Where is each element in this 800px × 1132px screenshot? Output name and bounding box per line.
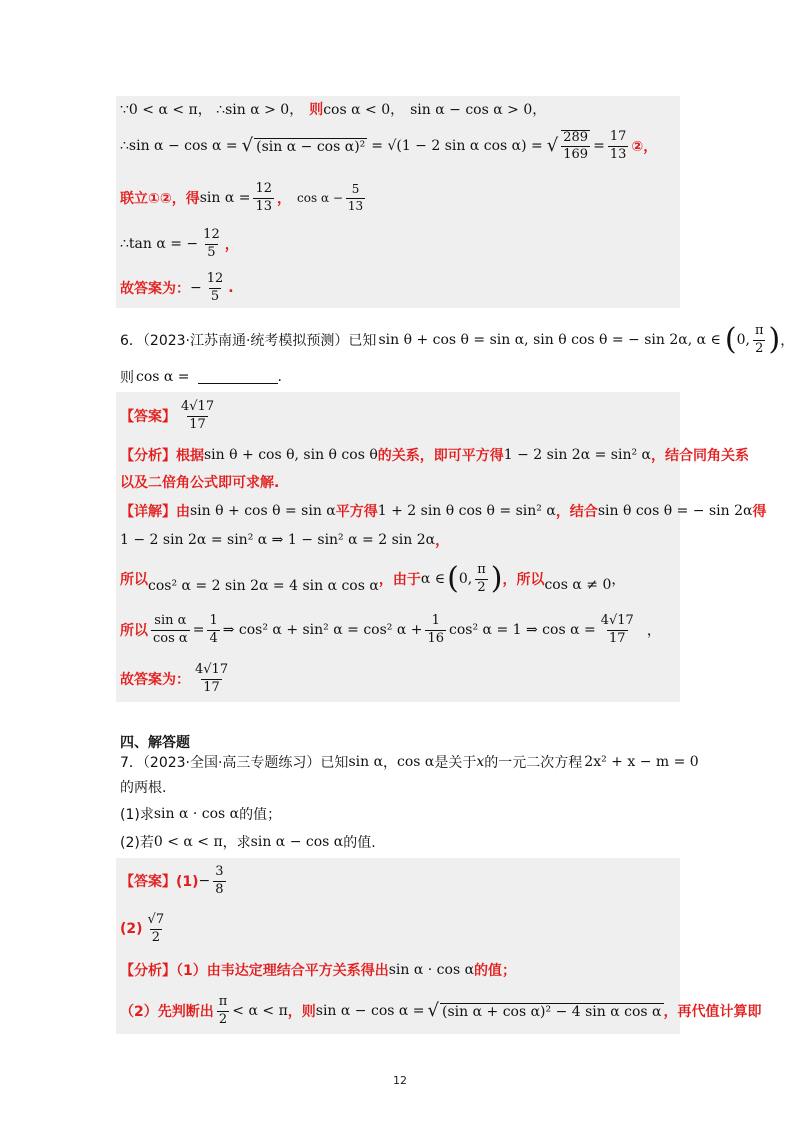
q6-analysis-line2	[120, 470, 279, 494]
fraction-numerator: 4√17	[195, 662, 229, 678]
q6-so-line2	[120, 608, 661, 652]
answer-label: 【答案】(1)	[120, 874, 199, 890]
so1-mid2: ，所以	[502, 572, 545, 588]
paren-left: (	[447, 561, 459, 596]
detail-line2-end: ，	[435, 533, 450, 549]
prev-line-3	[120, 178, 368, 218]
fraction-denominator: 8	[215, 881, 224, 897]
answer-label: 【答案】	[120, 409, 176, 425]
q7-line2	[120, 776, 166, 798]
analysis-label: 【分析】根据	[120, 448, 204, 464]
q7-stem-text: 7．（2023·全国·高三专题练习）已知	[120, 755, 349, 771]
fraction-denominator: 2	[218, 1011, 228, 1027]
detail-text4: 得	[752, 504, 767, 520]
q7-p2: (2)若	[120, 835, 154, 851]
page-number: 12	[393, 1074, 407, 1087]
q6-ask-end: .	[277, 369, 282, 385]
q7-p2-end: 的值.	[343, 835, 376, 851]
q6-answer	[120, 396, 219, 436]
analysis2-text: （2）先判断出	[120, 1004, 214, 1020]
q6-ask-text: 则	[120, 370, 134, 386]
analysis-expr2: 1 − 2 sin 2α = sin² α	[503, 447, 651, 463]
detail-expr2: 1 + 2 sin θ cos θ = sin² α	[377, 503, 556, 519]
q7-eq: 2x² + x − m = 0	[584, 754, 699, 770]
analysis1-expr: sin α · cos α	[388, 962, 475, 978]
detail-text3: ，结合	[555, 504, 598, 520]
fraction-denominator: 13	[609, 146, 627, 162]
fraction-numerator: 12	[206, 271, 224, 287]
q7-b: cos α	[397, 754, 435, 770]
fraction-answer	[193, 663, 230, 695]
fraction-1-4	[207, 614, 219, 646]
so1-expr3: cos α ≠ 0	[544, 577, 612, 593]
so-label: 所以	[120, 623, 148, 639]
q6-interval-left: 0,	[736, 332, 750, 348]
prev-line1-b: cos α < 0，	[323, 102, 405, 118]
fraction-numerator: 3	[215, 864, 224, 880]
fraction-289-169	[561, 130, 590, 163]
prev-line3-red: 联立①②，得	[120, 191, 200, 207]
so2-end: ，	[646, 623, 661, 639]
fraction-17-13	[608, 130, 629, 162]
q6-end: ，	[780, 333, 795, 349]
paren-right: )	[768, 322, 781, 357]
fraction-denominator: 2	[755, 340, 764, 356]
fraction-numerator: 4√17	[181, 399, 215, 415]
sqrt-sign: √	[427, 1000, 440, 1021]
fraction-sqrt7-2	[146, 913, 167, 945]
ans1-sign: −	[198, 873, 211, 889]
q6-stem	[120, 320, 794, 360]
fraction-3-8	[213, 865, 225, 897]
fraction-sin-cos	[151, 614, 190, 646]
q7-mid: 是关于	[434, 755, 477, 771]
analysis2-expr2: sin α − cos α =	[315, 1003, 425, 1019]
analysis-text3: ，结合同角关系	[650, 448, 749, 464]
fraction-numerator: 17	[609, 129, 627, 145]
fraction-numerator: 1	[431, 613, 440, 629]
prev-line3-a: sin α =	[199, 190, 251, 206]
q7-line2-text: 的两根.	[120, 780, 167, 796]
so1-expr: cos² α = 2 sin 2α = 4 sin α cos α	[148, 578, 379, 594]
q6-ask	[120, 366, 282, 388]
final-answer-label: 故答案为：	[120, 672, 190, 688]
fraction-numerator: √7	[147, 912, 165, 928]
q7-p2-expr: 0 < α < π	[153, 834, 223, 850]
fraction-denominator: 17	[609, 630, 626, 646]
so-label: 所以	[120, 572, 148, 588]
prev-line2-sq: (sin α − cos α)²	[256, 138, 366, 155]
sqrt-sign: √	[241, 135, 254, 156]
analysis-text2: 的关系，即可平方得	[377, 448, 504, 464]
fraction-numerator: 1	[209, 613, 218, 629]
fraction-numerator: π	[218, 994, 228, 1010]
fraction-denominator: 2	[477, 579, 486, 595]
q7-mid2: 的一元二次方程	[484, 755, 583, 771]
fraction-numerator: 12	[203, 227, 220, 243]
fraction-denominator: 13	[255, 198, 273, 214]
fraction-denominator: 5	[207, 244, 216, 260]
fraction-denominator: 169	[563, 147, 589, 162]
prev-line-1	[120, 98, 546, 120]
fraction-numerator: π	[754, 323, 764, 339]
q7-part2	[120, 830, 376, 854]
so1-int: 0,	[458, 571, 473, 587]
prev-line3-b: cos α −	[297, 191, 343, 205]
q7-x: x	[476, 754, 485, 770]
q7-answer1	[120, 860, 229, 902]
fraction-numerator: sin α	[154, 613, 187, 629]
so2-mid2: cos² α = 1 ⇒ cos α =	[449, 622, 596, 638]
so2-mid: ⇒ cos² α + sin² α = cos² α +	[222, 622, 423, 638]
section-title: 四、解答题	[120, 735, 190, 751]
q7-p2-mid: ，求	[222, 835, 251, 851]
q7-p1: (1)求	[120, 807, 154, 823]
so1-expr2: α ∈	[420, 571, 446, 587]
fraction-denominator: cos α	[153, 630, 188, 646]
q7-sep: ，	[383, 755, 398, 771]
fraction-denominator: 5	[210, 288, 220, 304]
prev-line1-c: sin α − cos α > 0，	[410, 102, 547, 118]
final-answer-label: 故答案为：	[120, 281, 190, 297]
analysis2-sqrt: (sin α + cos α)² − 4 sin α cos α	[442, 1003, 662, 1020]
prev-line5-end: .	[228, 280, 234, 296]
detail-expr1: sin θ + cos θ = sin α	[190, 503, 336, 519]
fraction-denominator: 2	[151, 929, 160, 945]
prev-line2-a: ∴sin α − cos α =	[120, 138, 238, 154]
analysis2-mid: ，则	[287, 1004, 316, 1020]
detail-line2: 1 − 2 sin 2α = sin² α ⇒ 1 − sin² α = 2 sin 2α	[120, 532, 436, 548]
q6-ask-expr: cos α =	[136, 369, 190, 385]
paren-right: )	[490, 561, 503, 596]
q7-p1-expr: sin α · cos α	[153, 806, 240, 822]
analysis1-end: 的值；	[474, 963, 517, 979]
q7-p2-expr2: sin α − cos α	[250, 834, 344, 850]
answer-blank[interactable]	[198, 370, 278, 384]
fraction-numerator: 4√17	[600, 613, 634, 629]
q7-analysis1	[120, 958, 516, 982]
prev-line-5	[120, 268, 234, 308]
analysis-expr1: sin θ + cos θ, sin θ cos θ	[204, 447, 378, 463]
q6-detail-line2	[120, 528, 449, 552]
fraction-pi-2	[753, 324, 766, 356]
prev-line-2	[120, 126, 657, 166]
prev-line2-b: = √(1 − 2 sin α cos α) =	[371, 138, 543, 154]
fraction-numerator: 5	[351, 182, 360, 197]
fraction-12-5	[201, 228, 222, 260]
q6-so-line1	[120, 558, 625, 600]
fraction-1-16	[425, 614, 446, 646]
prev-line1-a: ∵0 < α < π， ∴sin α > 0，	[120, 102, 304, 118]
q6-final	[120, 658, 233, 700]
detail-expr3: sin θ cos θ = − sin 2α	[597, 503, 753, 519]
q6-detail-line1	[120, 498, 766, 524]
fraction-denominator: 13	[347, 198, 364, 213]
answer2-label: (2)	[120, 921, 143, 937]
fraction-5-13	[346, 183, 365, 212]
so1-end: ，	[611, 572, 626, 588]
fraction-pi-2	[475, 563, 488, 595]
prev-line3-comma: ，	[277, 191, 292, 207]
q7-analysis2	[120, 990, 762, 1032]
q7-stem	[120, 750, 699, 774]
fraction-answer	[599, 614, 636, 646]
detail-label: 【详解】由	[120, 504, 190, 520]
fraction-denominator: 17	[203, 679, 220, 695]
analysis-label: 【分析】（1）由韦达定理结合平方关系得出	[120, 963, 389, 979]
circled-2-label: ②，	[631, 139, 658, 155]
fraction-denominator: 4	[209, 630, 218, 646]
so2-eq: =	[192, 622, 205, 638]
sqrt-sign: √	[546, 135, 559, 156]
analysis2-end: ，再代值计算即	[663, 1004, 762, 1020]
fraction-12-13	[253, 182, 274, 214]
analysis2-expr: < α < π	[232, 1003, 288, 1019]
fraction-denominator: 16	[427, 630, 445, 646]
equals: =	[593, 138, 605, 154]
paren-left: (	[724, 322, 737, 357]
q6-analysis-line1	[120, 442, 749, 468]
prev-line5-a: −	[190, 280, 202, 296]
so1-mid: ，由于	[378, 572, 421, 588]
detail-text2: 平方得	[335, 504, 378, 520]
q7-p1-end: 的值；	[239, 807, 282, 823]
fraction-pi-2	[217, 995, 230, 1027]
fraction-12-5	[205, 272, 226, 304]
fraction-answer	[179, 400, 216, 432]
analysis-text4: 以及二倍角公式即可求解.	[120, 475, 280, 491]
q7-a: sin α	[348, 754, 384, 770]
prev-line4-end: ，	[224, 237, 239, 253]
prev-line1-then: 则	[309, 102, 324, 118]
fraction-numerator: π	[477, 562, 486, 578]
fraction-numerator: 12	[255, 181, 273, 197]
q6-cond: sin θ + cos θ = sin α, sin θ cos θ = − sin 2α, α ∈	[378, 332, 721, 348]
q7-answer2	[120, 908, 169, 950]
q7-part1	[120, 802, 281, 826]
prev-line4-a: ∴tan α = −	[120, 236, 199, 252]
fraction-denominator: 17	[189, 416, 206, 432]
fraction-numerator: 289	[563, 129, 589, 145]
q6-stem-text: 6．（2023·江苏南通·统考模拟预测）已知	[120, 333, 377, 349]
prev-line-4	[120, 224, 239, 264]
